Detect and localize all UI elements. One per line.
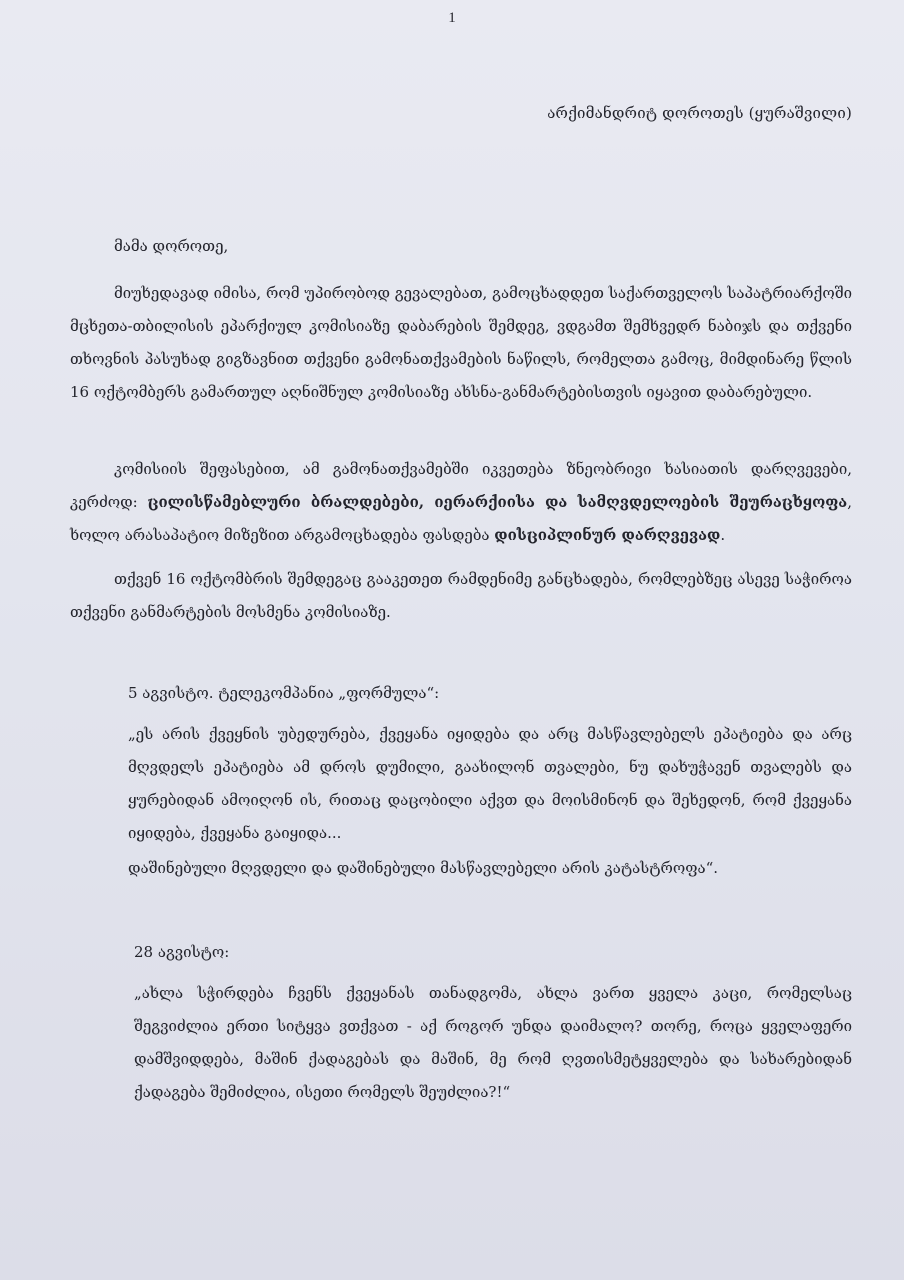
paragraph-2-bold-charges: ცილისწამებლური ბრალდებები, იერარქიისა და სამღვდელოების შეურაცხყოფა [147, 493, 848, 511]
paragraph-2-text-a: კომისიის შეფასებით, ამ გამონათქვამებში იკვეთება ზნეობრივი ხასიათის დარღვევები, კერძოდ: [70, 460, 852, 511]
quote-2-heading: 28 აგვისტო: [134, 943, 230, 961]
quote-2-text: „ახლა სჭირდება ჩვენს ქვეყანას თანადგომა, ახლა ვართ ყველა კაცი, რომელსაც შეგვიძლია ერთი სიტყვა ვთქვათ - აქ როგორ უნდა დაიმალო? თორე, როცა ყველაფერი დამშვიდდება, მაშინ ქადაგებას და მაშინ, მე რომ ღვთისმეტყველება და სახარებიდან ქადაგება შემიძლია, ისეთი რომელს შეუძლია?!“ [134, 984, 852, 1101]
paragraph-3: თქვენ 16 ოქტომბრის შემდეგაც გააკეთეთ რამდენიმე განცხადება, რომლებზეც ასევე საჭიროა თქვენი განმარტების მოსმენა კომისიაზე. [70, 570, 852, 621]
quote-1-text-continued: დაშინებული მღვდელი და დაშინებული მასწავლებელი არის კატასტროფა“. [128, 859, 719, 877]
page-number: 1 [448, 10, 456, 26]
quote-1-text: „ეს არის ქვეყნის უბედურება, ქვეყანა იყიდება და არც მასწავლებელს ეპატიება და არც მღვდელს ეპატიება ამ დროს დუმილი, გაახილონ თვალები, ნუ დახუჭავენ თვალებს და ყურებიდან ამოიღონ ის, რითაც დაცობილი აქვთ და მოისმინონ და შეხედონ, რომ ქვეყანა იყიდება, ქვეყანა გაიყიდა... [128, 725, 852, 842]
greeting: მამა დოროთე, [114, 237, 229, 255]
paragraph-2 [70, 453, 852, 552]
paragraph-2-bold-violation: დისციპლინურ დარღვევად [494, 526, 721, 544]
paragraph-2-text-c: . [720, 526, 726, 544]
quote-1-heading: 5 აგვისტო. ტელეკომპანია „ფორმულა“: [128, 684, 440, 702]
addressee-line: არქიმანდრიტ დოროთეს (ყურაშვილი) [547, 104, 852, 122]
paragraph-2-text-b: , ხოლო არასაპატიო მიზეზით არგამოცხადება ფასდება [70, 493, 852, 544]
paragraph-1: მიუხედავად იმისა, რომ უპირობოდ გევალებათ, გამოცხადდეთ საქართველოს საპატრიარქოში მცხეთა-თბილისის ეპარქიულ კომისიაზე დაბარების შემდეგ, ვდგამთ შემხვედრ ნაბიჯს და თქვენი თხოვნის პასუხად გიგზავნით თქვენი გამონათქვამების ნაწილს, რომელთა გამოც, მიმდინარე წლის 16 ოქტომბერს გამართულ აღნიშნულ კომისიაზე ახსნა-განმარტებისთვის იყავით დაბარებული. [70, 284, 852, 401]
